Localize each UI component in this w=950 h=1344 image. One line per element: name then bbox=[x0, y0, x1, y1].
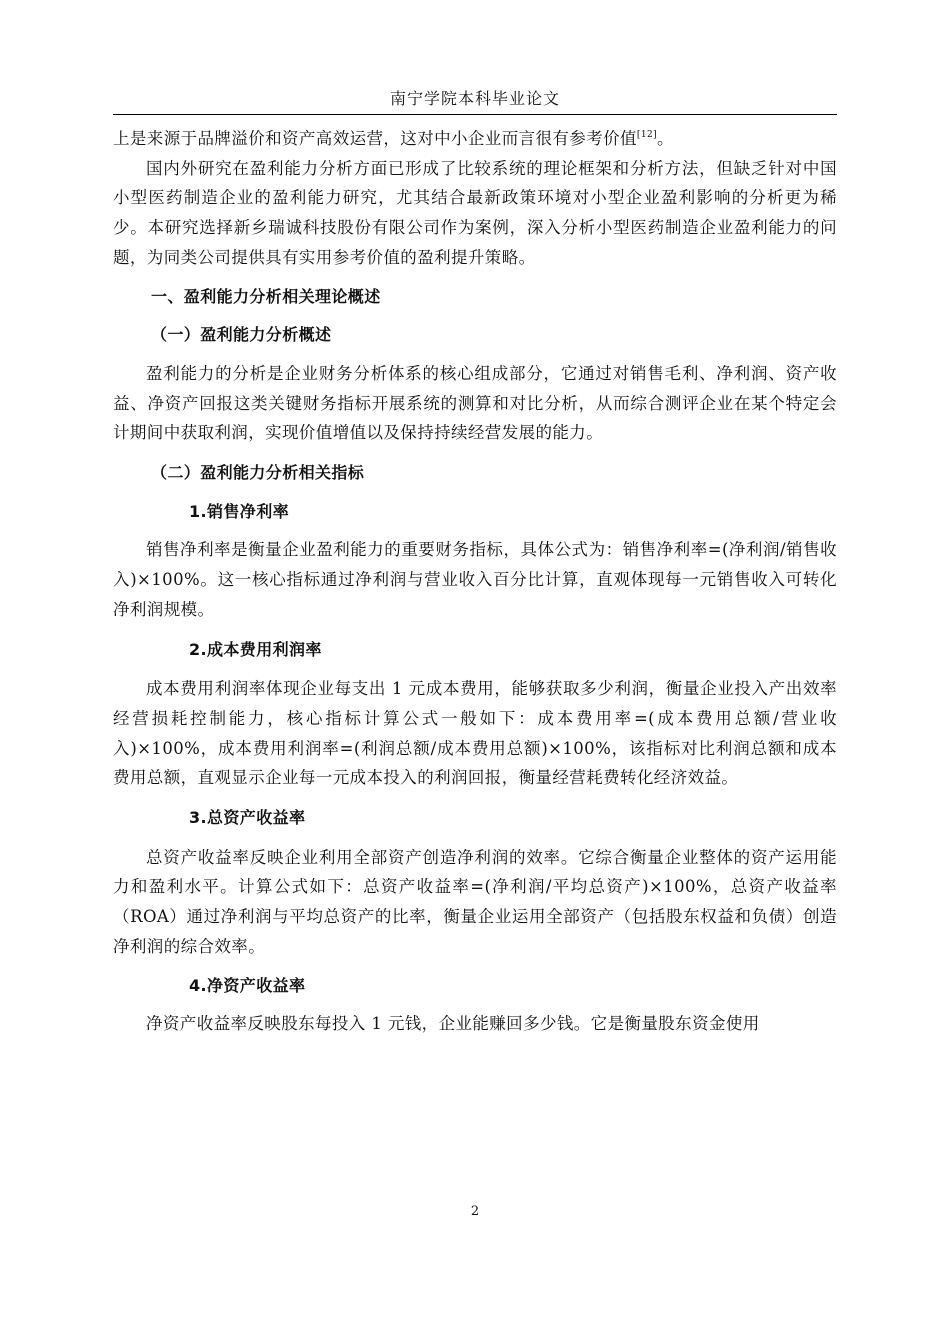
section-heading-1: 一、盈利能力分析相关理论概述 bbox=[151, 286, 381, 306]
item-heading-cost-profit-ratio: 2.成本费用利润率 bbox=[189, 639, 322, 659]
header-rule bbox=[113, 114, 837, 115]
body-text bbox=[113, 124, 837, 1039]
paragraph-continued-end: 。 bbox=[656, 129, 674, 148]
paragraph-continued bbox=[113, 124, 837, 154]
paragraph-roe: 净资产收益率反映股东每投入 1 元钱，企业能赚回多少钱。它是衡量股东资金使用 bbox=[146, 1014, 760, 1034]
item-heading-roe: 4.净资产收益率 bbox=[189, 975, 306, 995]
running-header: 南宁学院本科毕业论文 bbox=[389, 89, 560, 108]
subsection-heading-overview: （一）盈利能力分析概述 bbox=[151, 325, 332, 345]
paragraph-research-gap: 国内外研究在盈利能力分析方面已形成了比较系统的理论框架和分析方法，但缺乏针对中国小型医药制造企业的盈利能力研究，尤其结合最新政策环境对小型企业盈利影响的分析更为稀少。本研究选择新乡瑞诚科技股份有限公司作为案例，深入分析小型医药制造企业盈利能力的问题，为同类公司提供具有实用参考价值的盈利提升策略。 bbox=[113, 158, 837, 267]
page-number: 2 bbox=[470, 1204, 480, 1219]
paragraph-net-profit-margin: 销售净利率是衡量企业盈利能力的重要财务指标，具体公式为：销售净利率=(净利润/销售收入)×100%。这一核心指标通过净利润与营业收入百分比计算，直观体现每一元销售收入可转化净利润规模。 bbox=[113, 540, 837, 619]
item-heading-roa: 3.总资产收益率 bbox=[189, 808, 306, 828]
subsection-heading-indicators: （二）盈利能力分析相关指标 bbox=[151, 463, 365, 483]
citation-reference: [12] bbox=[636, 130, 657, 140]
paragraph-cost-profit-ratio: 成本费用利润率体现企业每支出 1 元成本费用，能够获取多少利润，衡量企业投入产出效率经营损耗控制能力，核心指标计算公式一般如下：成本费用率=(成本费用总额/营业收入)×100%，成本费用利润率=(利润总额/成本费用总额)×100%，该指标对比利润总额和成本费用总额，直观显示企业每一元成本投入的利润回报，衡量经营耗费转化经济效益。 bbox=[113, 679, 837, 788]
paragraph-roa: 总资产收益率反映企业利用全部资产创造净利润的效率。它综合衡量企业整体的资产运用能力和盈利水平。计算公式如下：总资产收益率=(净利润/平均总资产)×100%，总资产收益率（ROA）通过净利润与平均总资产的比率，衡量企业运用全部资产（包括股东权益和负债）创造净利润的综合效率。 bbox=[113, 847, 837, 956]
item-heading-net-profit-margin: 1.销售净利率 bbox=[189, 501, 290, 521]
paragraph-overview: 盈利能力的分析是企业财务分析体系的核心组成部分，它通过对销售毛利、净利润、资产收益、净资产回报这类关键财务指标开展系统的测算和对比分析，从而综合测评企业在某个特定会计期间中获取利润，实现价值增值以及保持持续经营发展的能力。 bbox=[113, 363, 837, 443]
paragraph-continued-text: 上是来源于品牌溢价和资产高效运营，这对中小企业而言很有参考价值 bbox=[113, 129, 637, 148]
